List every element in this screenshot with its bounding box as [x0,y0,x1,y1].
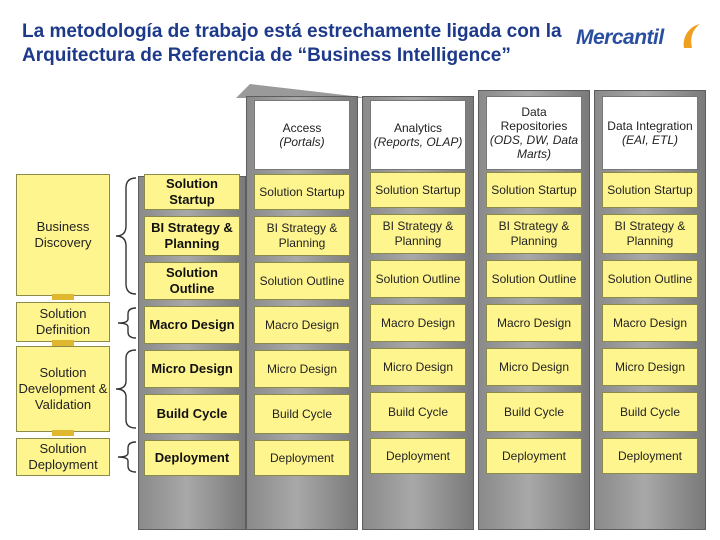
phase-solution-definition: Solution Definition [16,302,110,342]
cell-access-outline: Solution Outline [254,262,350,300]
phase-business-discovery: Business Discovery [16,174,110,296]
cell-repositories-micro: Micro Design [486,348,582,386]
phase-solution-deployment: Solution Deployment [16,438,110,476]
cell-access-build: Build Cycle [254,394,350,434]
cell-repositories-macro: Macro Design [486,304,582,342]
column-name: Data Integration [607,119,693,133]
activity-solution-startup: Solution Startup [144,174,240,210]
cell-access-macro: Macro Design [254,306,350,344]
logo-text: Mercantil [576,26,664,49]
phase-arrow [52,294,74,300]
cell-analytics-macro: Macro Design [370,304,466,342]
cell-repositories-outline: Solution Outline [486,260,582,298]
activity-macro-design: Macro Design [144,306,240,344]
cell-analytics-startup: Solution Startup [370,172,466,208]
brace-business-discovery [112,176,140,296]
phase-solution-development: Solution Development & Validation [16,346,110,432]
column-header-data-repositories [486,96,582,170]
brace-solution-deployment [112,440,140,474]
activity-solution-outline: Solution Outline [144,262,240,300]
mercantil-logo [572,18,702,58]
column-sub: (Portals) [279,135,325,149]
cell-access-strategy: BI Strategy & Planning [254,216,350,256]
column-name: Data Repositories [500,105,568,133]
cell-analytics-build: Build Cycle [370,392,466,432]
cell-integration-startup: Solution Startup [602,172,698,208]
phase-arrow [52,430,74,436]
cell-access-deployment: Deployment [254,440,350,476]
cell-integration-deployment: Deployment [602,438,698,474]
cell-repositories-deployment: Deployment [486,438,582,474]
column-name: Access [282,121,322,135]
cell-access-micro: Micro Design [254,350,350,388]
cell-repositories-build: Build Cycle [486,392,582,432]
cell-analytics-deployment: Deployment [370,438,466,474]
cell-integration-build: Build Cycle [602,392,698,432]
cell-repositories-startup: Solution Startup [486,172,582,208]
cell-analytics-micro: Micro Design [370,348,466,386]
cell-analytics-strategy: BI Strategy & Planning [370,214,466,254]
cell-analytics-outline: Solution Outline [370,260,466,298]
cell-integration-outline: Solution Outline [602,260,698,298]
cell-integration-strategy: BI Strategy & Planning [602,214,698,254]
cell-access-startup: Solution Startup [254,174,350,210]
column-header-data-integration [602,96,698,170]
activity-build-cycle: Build Cycle [144,394,240,434]
column-name: Analytics [393,121,443,135]
column-header-access [254,100,350,170]
cell-repositories-strategy: BI Strategy & Planning [486,214,582,254]
column-sub: (EAI, ETL) [621,133,678,147]
brace-solution-development [112,348,140,430]
column-sub: (Reports, OLAP) [373,135,463,149]
activity-deployment: Deployment [144,440,240,476]
activity-bi-strategy: BI Strategy & Planning [144,216,240,256]
column-header-analytics [370,100,466,170]
mercantil-swoosh-icon [680,22,702,52]
brace-solution-definition [112,306,140,340]
cell-integration-macro: Macro Design [602,304,698,342]
activity-micro-design: Micro Design [144,350,240,388]
column-sub: (ODS, DW, Data Marts) [489,133,579,161]
cell-integration-micro: Micro Design [602,348,698,386]
slide-title: La metodología de trabajo está estrechamente ligada con la Arquitectura de Referencia de “Business Intelligence” [22,21,562,66]
